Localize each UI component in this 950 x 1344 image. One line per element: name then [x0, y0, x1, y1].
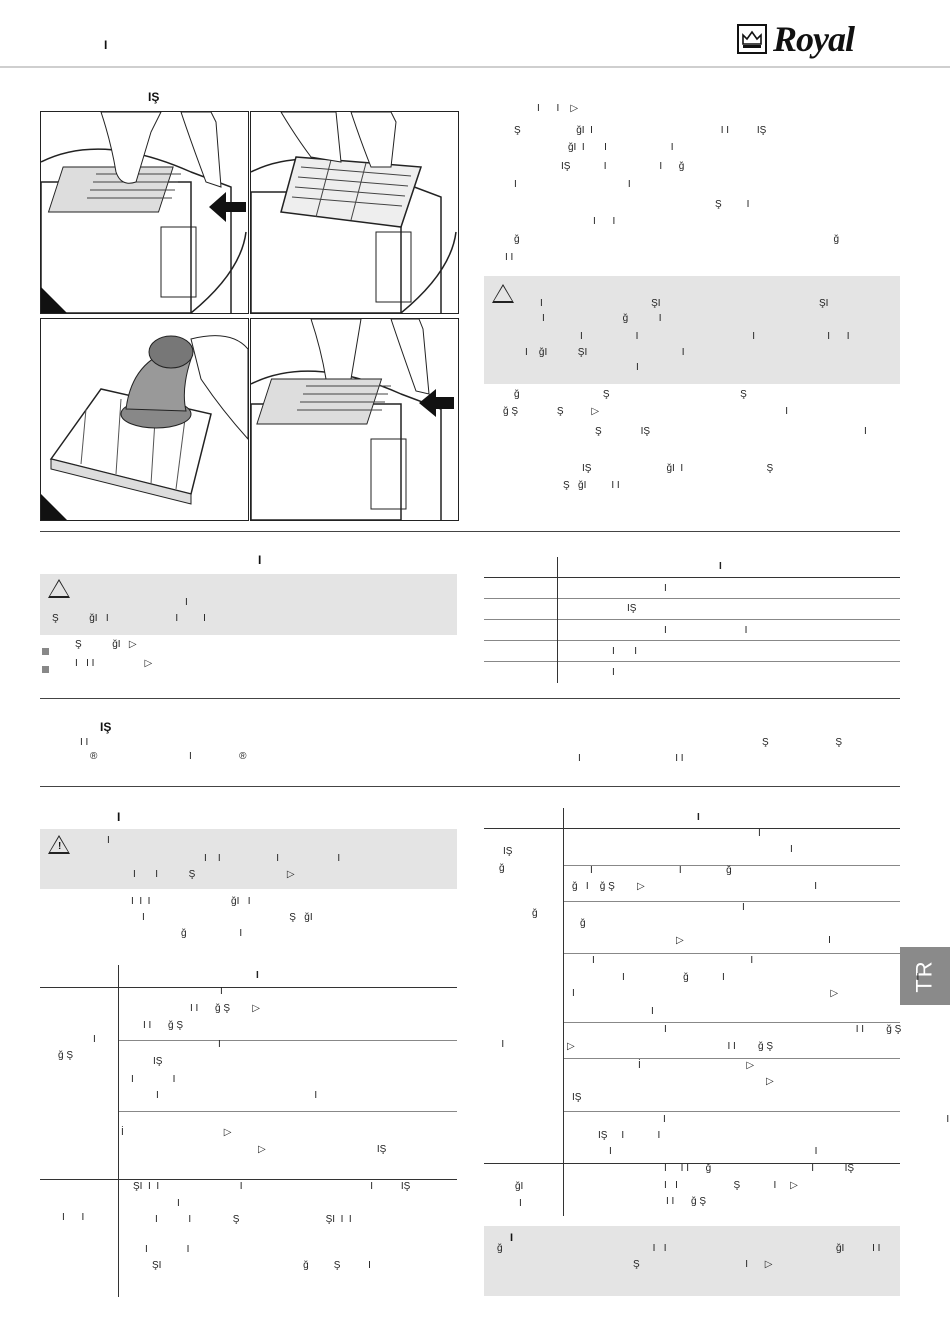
text-line: I I I: [578, 753, 684, 764]
text-line: ğ Ş: [58, 1050, 74, 1061]
header-marker: I: [104, 38, 108, 52]
text-line: I I I ▷: [75, 658, 153, 669]
crown-icon: [737, 24, 767, 54]
section3-title: IŞ: [100, 720, 112, 734]
text-line: ® I ®: [90, 751, 247, 762]
text-line: I I I I I: [580, 331, 850, 342]
text-line: IŞ: [572, 1092, 582, 1103]
table1-header: I: [719, 561, 722, 572]
text-line: ğI I I I: [568, 142, 674, 153]
table3-header: I: [697, 812, 700, 823]
text-line: I I: [663, 1114, 950, 1125]
text-line: I I I ğ Ş: [664, 1024, 902, 1035]
text-line: Ş Ş: [762, 737, 843, 748]
text-line: I I: [218, 1039, 505, 1050]
text-line: I ▷: [572, 988, 839, 999]
photo-remove-filter: [40, 111, 249, 314]
text-line: I: [107, 835, 110, 846]
text-line: I I ğ Ş: [666, 1196, 707, 1207]
section-divider: [40, 698, 900, 699]
header-divider: [0, 66, 950, 68]
text-line: I I: [514, 179, 631, 190]
text-line: IŞ: [153, 1056, 163, 1067]
text-line: I ğ I I: [622, 972, 920, 983]
text-line: IŞ: [503, 846, 513, 857]
text-line: I I: [62, 1212, 85, 1223]
text-line: I I: [609, 1146, 818, 1157]
table1-cell: I: [612, 667, 615, 678]
text-line: I I: [592, 955, 754, 966]
section-divider: [40, 531, 900, 532]
text-line: I I: [505, 252, 514, 263]
brand-logo: [737, 19, 902, 59]
text-line: Ş ğI I I I IŞ: [514, 125, 767, 136]
warning-box-filter: [484, 276, 900, 384]
text-line: I: [651, 1006, 654, 1017]
text-line: I: [742, 902, 745, 913]
text-line: I I: [145, 1244, 190, 1255]
text-line: I: [519, 1198, 522, 1209]
photo-insert-filter: [250, 318, 459, 521]
text-line: I I: [156, 1090, 318, 1101]
text-line: Ş IŞ I: [595, 426, 867, 437]
brand-name: Royal: [773, 19, 854, 59]
text-line: I I ğ: [590, 865, 732, 876]
photo-corner-marker: [41, 494, 67, 520]
text-line: I ğI ŞI I: [525, 347, 685, 358]
text-line: IŞ I I ğ: [561, 161, 685, 172]
text-line: I I ▷: [537, 103, 579, 114]
note-marker: I: [510, 1232, 514, 1244]
text-line: Ş ğI I I: [563, 480, 620, 491]
bullet-square-icon: [42, 666, 49, 673]
bullet-square-icon: [42, 648, 49, 655]
exclamation-icon: !: [58, 841, 62, 852]
text-line: ğ ğ: [514, 234, 840, 245]
text-line: İ ▷: [121, 1127, 232, 1138]
text-line: ğ I ğ Ş ▷ I: [572, 881, 817, 892]
text-line: ğ Ş Ş ▷ I: [503, 406, 788, 417]
table1-cell: I I: [664, 625, 748, 636]
text-line: I I Ş I ▷: [664, 1180, 798, 1191]
text-line: Ş ğI I I I: [52, 613, 206, 624]
text-line: I I: [131, 1074, 176, 1085]
text-line: I I I I: [204, 853, 341, 864]
text-line: ğ I I ğI I I: [497, 1243, 881, 1254]
text-line: I I: [593, 216, 616, 227]
table1-cell: IŞ: [627, 603, 637, 614]
text-line: I Ş ğI: [142, 912, 313, 923]
section4-title: I: [117, 810, 121, 824]
text-line: I: [177, 1198, 180, 1209]
text-line: ğ: [499, 863, 505, 874]
text-line: ğ: [580, 918, 586, 929]
text-line: ŞI ğ Ş I: [152, 1260, 371, 1271]
table-2: [40, 965, 457, 1297]
section2-title: I: [258, 553, 262, 567]
table1-cell: I I: [612, 646, 638, 657]
text-line: Ş I ▷: [633, 1259, 773, 1270]
text-line: ŞI I I I I IŞ: [133, 1181, 411, 1192]
section1-title: IŞ: [148, 90, 160, 104]
text-line: I: [790, 844, 793, 855]
text-line: ğ I: [181, 928, 243, 939]
text-line: ğI: [515, 1181, 524, 1192]
text-line: I: [636, 362, 639, 373]
photo-lift-filter: [250, 111, 459, 314]
text-line: ▷ I: [676, 935, 831, 946]
text-line: I I I ğ I IŞ: [664, 1163, 855, 1174]
text-line: I: [93, 1034, 96, 1045]
text-line: I: [758, 828, 761, 839]
text-line: I I ğ Ş ▷: [190, 1003, 260, 1014]
text-line: I ŞI ŞI: [540, 298, 829, 309]
text-line: Ş ğI ▷: [75, 639, 137, 650]
table1-cell: I: [664, 583, 667, 594]
text-line: ğ: [532, 908, 538, 919]
photo-corner-marker: [41, 287, 67, 313]
text-line: ▷: [766, 1076, 774, 1087]
text-line: ğ Ş Ş: [514, 389, 747, 400]
warning-box-section2: [40, 574, 457, 635]
text-line: I: [185, 597, 188, 608]
text-line: IŞ I I: [598, 1130, 661, 1141]
text-line: IŞ ğI I Ş: [582, 463, 774, 474]
text-line: I I Ş ▷: [133, 869, 295, 880]
text-line: I I: [80, 737, 89, 748]
text-line: I I ğ Ş: [143, 1020, 184, 1031]
table-1: [484, 557, 900, 683]
photo-brush-filter: [40, 318, 249, 521]
text-line: I I I ğI I: [131, 896, 251, 907]
warning-triangle-icon: [48, 579, 70, 598]
language-tab-label: TR: [911, 959, 937, 993]
text-line: Ş I: [715, 199, 750, 210]
text-line: I ğ I: [542, 313, 662, 324]
text-line: I: [220, 986, 223, 997]
text-line: ▷ IŞ: [258, 1144, 387, 1155]
text-line: İ ▷: [638, 1060, 755, 1071]
section-divider: [40, 786, 900, 787]
text-line: ▷ I I ğ Ş: [567, 1041, 774, 1052]
text-line: I I Ş ŞI I I: [155, 1214, 352, 1225]
table2-header: I: [256, 970, 259, 981]
warning-triangle-icon: [492, 284, 514, 303]
